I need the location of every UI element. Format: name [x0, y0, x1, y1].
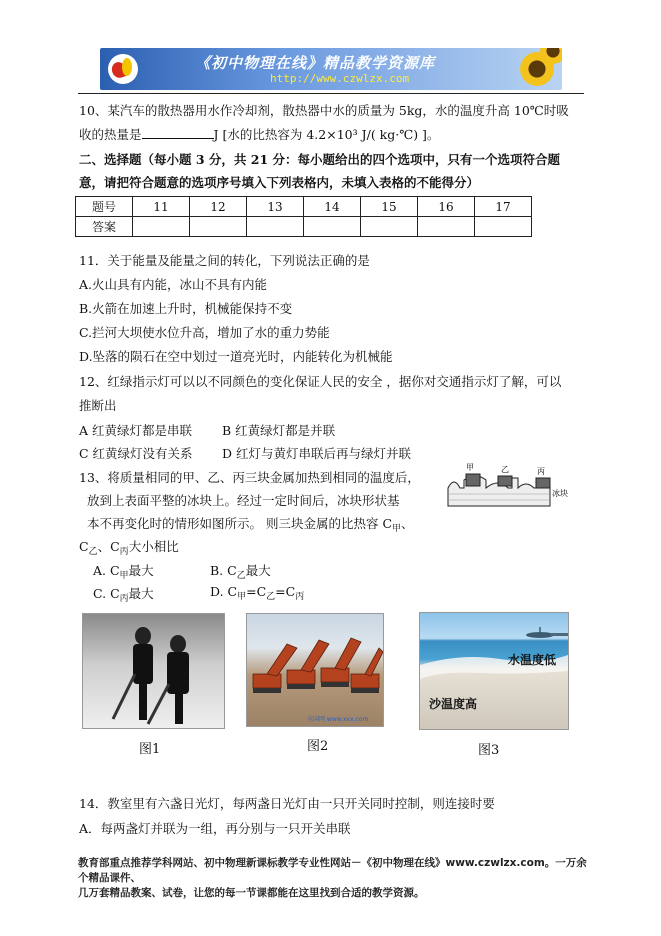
q12-option-a: A 红黄绿灯都是串联 — [79, 423, 193, 438]
q13-option-c — [93, 584, 154, 602]
subscript-yi: 乙 — [88, 547, 98, 557]
table-header-cell: 17 — [475, 197, 532, 217]
q13-option-b — [210, 561, 271, 579]
figure-1-caption: 图1 — [139, 742, 161, 757]
figure-2-excavators — [246, 613, 384, 727]
section2-line1: 二、选择题（每小题 3 分，共 21 分：每小题给出的四个选项中，只有一个选项符合题 — [79, 152, 561, 167]
figure-3-label-sand: 沙温度高 — [429, 697, 478, 711]
banner-title: 《初中物理在线》精品教学资源库 — [195, 54, 436, 72]
table-header-cell: 14 — [304, 197, 361, 217]
q13-line1: 13、将质量相同的甲、乙、丙三块金属加热到相同的温度后， — [79, 470, 420, 485]
answer-cell[interactable] — [190, 217, 247, 237]
answer-cell[interactable] — [361, 217, 418, 237]
section2-line2: 意，请把符合题意的选项序号填入下列表格内，未填入表格的不能得分） — [79, 175, 480, 190]
option-eq: =C — [246, 584, 267, 599]
metal-block-bing — [536, 478, 550, 488]
q14-stem: 14．教室里有六盏日光灯，每两盏日光灯由一只开关同时控制，则连接时要 — [79, 796, 495, 811]
figure-3-label-water: 水温度低 — [508, 653, 557, 667]
q12-option-d: D 红灯与黄灯串联后再与绿灯并联 — [222, 446, 411, 461]
header-divider — [78, 93, 584, 94]
table-header-cell: 16 — [418, 197, 475, 217]
answer-table — [75, 196, 532, 237]
option-suffix: 最大 — [128, 563, 154, 578]
metal-block-jia — [466, 474, 480, 486]
option-prefix: D. C — [210, 584, 238, 599]
q11-option-d: D.坠落的陨石在空中划过一道亮光时，内能转化为机械能 — [79, 349, 393, 364]
q12-option-b: B 红黄绿灯都是并联 — [222, 423, 336, 438]
header-banner — [100, 48, 562, 90]
label-bing: 丙 — [537, 467, 545, 476]
answer-cell[interactable] — [247, 217, 304, 237]
table-header-cell: 11 — [133, 197, 190, 217]
table-row — [76, 217, 532, 237]
option-prefix: C. C — [93, 586, 120, 601]
subscript-yi: 乙 — [236, 571, 246, 581]
answer-cell[interactable] — [304, 217, 361, 237]
page-footer — [78, 856, 593, 901]
figure-2-caption: 图2 — [307, 739, 329, 754]
q12-option-c: C 红黄绿灯没有关系 — [79, 446, 193, 461]
q10-blank[interactable] — [142, 126, 214, 139]
q11-option-a: A.火山具有内能，冰山不具有内能 — [79, 277, 268, 292]
q11-stem: 11．关于能量及能量之间的转化，下列说法正确的是 — [79, 253, 370, 268]
q12-line2: 推断出 — [79, 398, 117, 413]
q10-line2-pre: 收的热量是 — [79, 127, 142, 142]
q12-line1: 12、红绿指示灯可以以不同颜色的变化保证人民的安全 ，据你对交通指示灯了解，可以 — [79, 374, 562, 389]
q11-option-b: B.火箭在加速上升时，机械能保持不变 — [79, 301, 293, 316]
banner-url[interactable]: http://www.czwlzx.com — [270, 72, 410, 85]
figure-3-beach — [419, 612, 569, 730]
table-row — [76, 197, 532, 217]
q13-option-a — [93, 561, 154, 579]
figure-3-caption: 图3 — [478, 743, 500, 758]
option-eq: =C — [275, 584, 296, 599]
subscript-bing: 丙 — [119, 594, 129, 604]
q10-line2 — [79, 125, 439, 143]
answer-cell[interactable] — [133, 217, 190, 237]
subscript-jia: 甲 — [392, 524, 402, 534]
footer-line1: 教育部重点推荐学科网站、初中物理新课标教学专业性网站－《初中物理在线》www.czwlzx.com。一万余个精品课件、 — [78, 857, 587, 884]
ice-block-diagram — [446, 458, 576, 508]
subscript-bing: 丙 — [295, 592, 305, 602]
option-suffix: 最大 — [245, 563, 271, 578]
table-header-cell: 题号 — [76, 197, 133, 217]
q13-line2: 放到上表面平整的冰块上。经过一定时间后，冰块形状基 — [87, 493, 400, 508]
q10-line2-post: J [水的比热容为 4.2×10³ J/( kg·℃) ]。 — [213, 127, 440, 142]
label-yi: 乙 — [501, 465, 509, 474]
q13-end: 大小相比 — [128, 539, 179, 554]
subscript-jia: 甲 — [237, 592, 247, 602]
label-jia: 甲 — [466, 463, 474, 472]
table-row-label: 答案 — [76, 217, 133, 237]
answer-cell[interactable] — [418, 217, 475, 237]
q13-option-d — [210, 584, 305, 602]
subscript-jia: 甲 — [119, 571, 129, 581]
q13-line3-text: 本不再变化时的情形如图所示。 则三块金属的比热容 C — [87, 516, 393, 531]
option-suffix: 最大 — [128, 586, 154, 601]
q14-option-a: A．每两盏灯并联为一组，再分别与一只开关串联 — [79, 821, 351, 836]
q13-line4 — [79, 537, 179, 555]
q10-line1: 10、某汽车的散热器用水作冷却剂，散热器中水的质量为 5kg，水的温度升高 10℃时吸 — [79, 103, 569, 118]
q13-line3: 本不再变化时的情形如图所示。 则三块金属的比热容 $C_甲$、 — [87, 516, 414, 534]
figure-1-curling — [82, 613, 225, 729]
q13-c: C — [79, 539, 89, 554]
option-prefix: A. C — [93, 563, 120, 578]
figure-2-watermark: 全国网 www.xxx.com — [307, 716, 369, 723]
table-header-cell: 12 — [190, 197, 247, 217]
subscript-yi: 乙 — [266, 592, 276, 602]
table-header-cell: 15 — [361, 197, 418, 217]
q13-mid: 、C — [97, 539, 120, 554]
q11-option-c: C.拦河大坝使水位升高，增加了水的重力势能 — [79, 325, 330, 340]
table-header-cell: 13 — [247, 197, 304, 217]
label-ice: 冰块 — [552, 489, 568, 498]
logo-icon — [108, 54, 138, 84]
footer-line2: 几万套精品教案、试卷，让您的每一节课都能在这里找到合适的教学资源。 — [78, 887, 425, 899]
metal-block-yi — [498, 476, 512, 486]
answer-cell[interactable] — [475, 217, 532, 237]
subscript-bing: 丙 — [119, 547, 129, 557]
option-prefix: B. C — [210, 563, 237, 578]
